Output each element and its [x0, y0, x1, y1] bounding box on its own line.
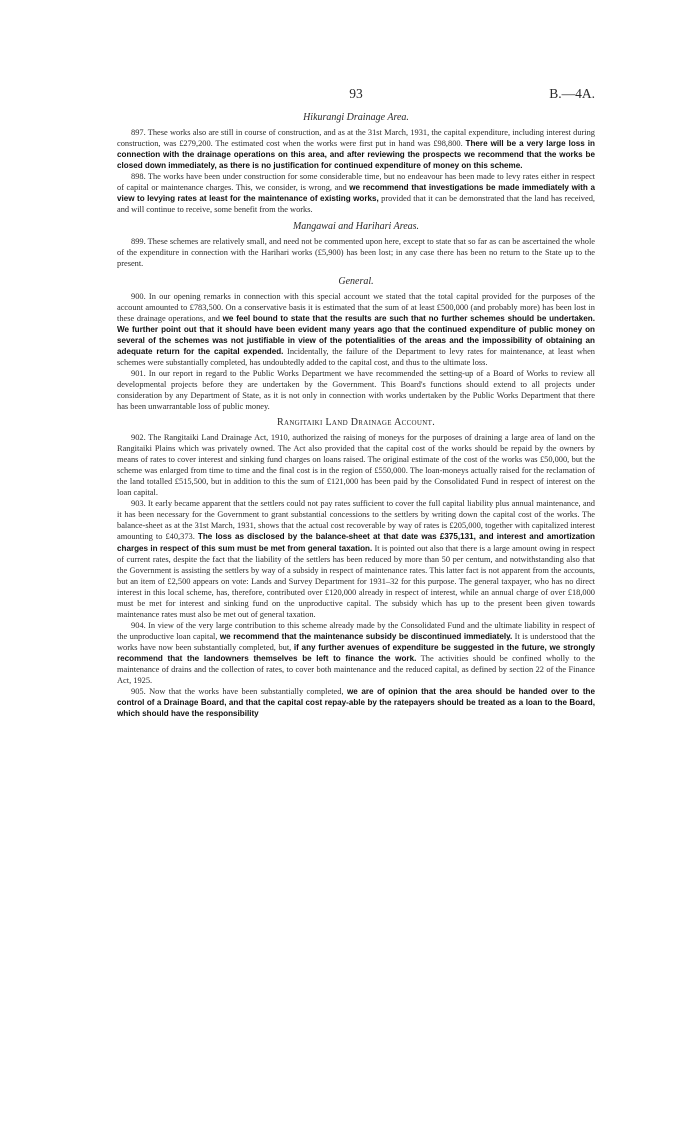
- text-run: 900. In our opening remarks in connection with this special account we stated that the total capital provided for the purposes of the account amounted to £783,500. On a conservative basis it is estimated that the sum of at least £500,000 (and probably more) has been lost in these drainage operations, and: [117, 291, 595, 323]
- text-run: 897. These works also are still in course of construction, and as at the 31st March, 1931, the capital expenditure, including interest during construction, was £279,200. The estimated cost when the works were first put in hand was £98,800.: [117, 128, 595, 149]
- text-run: 903. It early became apparent that the settlers could not pay rates sufficient to cover the full capital liability plus annual maintenance, and it has been necessary for the Government to grant substantial concessions to the settlers by writing down the capital cost of the works. The balance-sheet as at the 31st March, 1931, shows that the actual cost recoverable by way of rates is £205,000, together with capitalized interest amounting to £40,373.: [117, 499, 595, 542]
- bold-run: we feel bound to state that the results are such that no further schemes should be undertaken. We further point out that it should have been evident many years ago that the continued expenditure of public money on several of the schemes was not justifiable in view of the potentialities of the areas and the impossibility of obtaining an adequate return for the capital expended.: [117, 313, 595, 356]
- page-number: 93: [349, 86, 363, 101]
- text-run: 901. In our report in regard to the Public Works Department we have recommended the setting-up of a Board of Works to review all developmental projects before they are undertaken by the Government. This Board's functions should extend to all projects under consideration by any Department of State, as it is not only in connection with works undertaken by the Public Works Department that there has been unwarrantable loss of public money.: [117, 368, 595, 411]
- paragraph-899: [117, 236, 595, 269]
- paragraph-903: [117, 498, 595, 620]
- section-heading-hikurangi: Hikurangi Drainage Area.: [303, 112, 409, 123]
- paragraph-897: [117, 127, 595, 171]
- text-run: 902. The Rangitaiki Land Drainage Act, 1910, authorized the raising of moneys for the purposes of draining a large area of land on the Rangitaiki Plains which was privately owned. The Act also provided that the capital cost of the works should be repaid by the owners by means of rates to cover interest and sinking fund charges on loans raised. The original estimate of the cost of the works was £50,000, but the scheme was enlarged from time to time and the final cost is in the region of £550,000. The loan-moneys actually raised for the reclamation of the land totalled £515,500, but in addition to this the sum of £121,000 has been paid by the Consolidated Fund in respect of interest on the loan capital.: [117, 433, 595, 498]
- section-heading-rangitaiki: Rangitaiki Land Drainage Account.: [277, 417, 435, 429]
- section-heading-general: General.: [338, 275, 374, 287]
- text-run: 905. Now that the works have been substantially completed,: [131, 687, 347, 697]
- bold-run: if any further avenues of expenditure be suggested in the future, we strongly recommend that the landowners themselves be left to finance the work.: [117, 642, 596, 663]
- text-run: It is pointed out also that there is a large amount owing in respect of current rates, despite the fact that the liability of the settlers has been reduced by more than 50 per centum, and notwithstanding also that the Government is assisting the settlers by way of a subsidy in respect of maintenance rates. This latter fact is not apparent from the accounts, but an item of £2,500 appears on vote: Lands and Survey Department for 1931–32 for this purpose. The general taxpayer, who has no direct interest in this local scheme, has, therefore, contributed over £120,000 already in respect of interest, while an annual charge of over £18,000 must be met for interest and sinking fund on the unproductive capital. The subsidy which has up to the present been given towards maintenance rates must also be met out of general taxation.: [117, 543, 595, 619]
- text-run: 904. In view of the very large contribution to this scheme already made by the Consolidated Fund and the ultimate liability in respect of the unproductive loan capital,: [117, 620, 595, 641]
- document-reference: B.—4A.: [549, 86, 595, 101]
- document-page: [117, 86, 595, 719]
- text-run: provided that it can be demonstrated that the land has received, and will continue to receive, some benefit from the works.: [117, 194, 595, 215]
- paragraph-905: [117, 686, 595, 719]
- paragraph-900: [117, 291, 595, 368]
- page-header: [117, 86, 595, 106]
- text-run: It is understood that the works have now been substantially completed, but,: [117, 631, 595, 652]
- paragraph-898: [117, 171, 595, 215]
- bold-run: we are of opinion that the area should be handed over to the control of a Drainage Board, and that the capital cost repay-able by the ratepayers should be treated as a loan to the Board, which should have the responsibility: [117, 687, 595, 719]
- bold-run: we recommend that investigations be made immediately with a view to levying rates at least for the maintenance of existing works,: [117, 183, 595, 204]
- bold-run: we recommend that the maintenance subsidy be discontinued immediately.: [219, 631, 513, 641]
- text-run: The activities should be confined wholly to the maintenance of drains and the collection of rates, to cover both maintenance and the reduced capital, as defined by section 22 of the Finance Act, 1925.: [117, 653, 595, 686]
- text-run: Incidentally, the failure of the Department to levy rates for maintenance, at least when schemes were substantially completed, has undoubtedly added to the capital cost, and thus to the ultimate loss.: [117, 346, 595, 367]
- text-run: 898. The works have been under construction for some considerable time, but no endeavour has been made to levy rates either in respect of capital or maintenance charges. This, we consider, is wrong, and: [117, 172, 595, 193]
- section-heading-mangawai: Mangawai and Harihari Areas.: [292, 221, 420, 233]
- paragraph-901: [117, 368, 595, 412]
- bold-run: The loss as disclosed by the balance-sheet at that date was £375,131, and interest and amortization charges in respect of this sum must be met from general taxation.: [117, 532, 595, 553]
- bold-run: There will be a very large loss in connection with the drainage operations on this area, and after reviewing the prospects we recommend that the works be closed down immediately, as there is no justification for continued expenditure of money on this scheme.: [117, 139, 595, 171]
- text-run: 899. These schemes are relatively small, and need not be commented upon here, except to state that so far as can be ascertained the whole of the expenditure in connection with the Harihari works (£5,900) has been lost; in any case there has been no return to the State up to the present.: [117, 237, 595, 269]
- paragraph-902: [117, 432, 595, 498]
- paragraph-904: [117, 620, 595, 686]
